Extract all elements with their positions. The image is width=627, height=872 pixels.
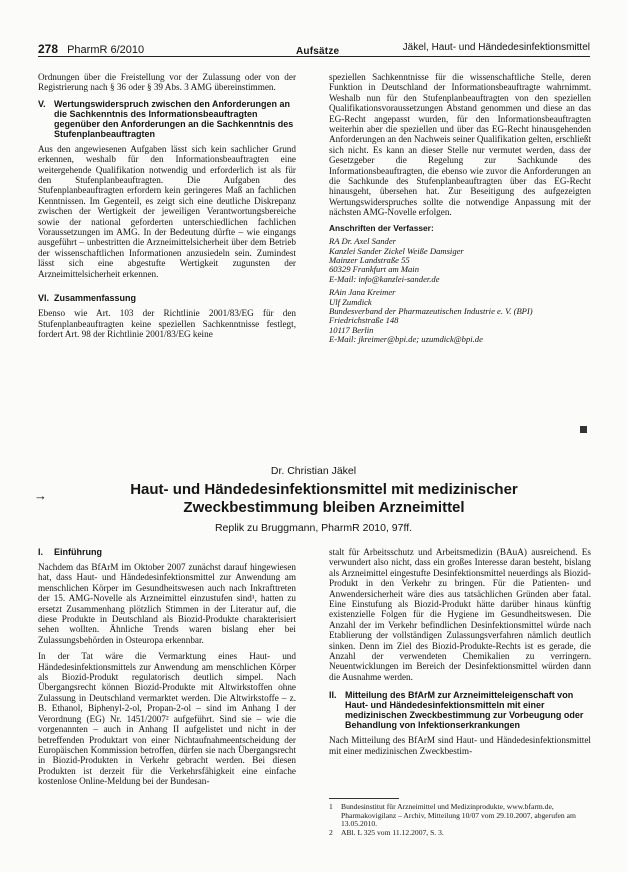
footnote-rule	[329, 798, 399, 799]
section-i-paragraph-1: Nachdem das BfArM im Oktober 2007 zunächst darauf hingewiesen hat, dass Haut- und Händedesinfektionsmittel zur Anwendung am menschlichen Körper im Gesundheitswesen auch nach Inkrafttreten der 15. AMG-Novelle als Arzneimittel einzustufen sind¹, hatten zu ersetzt Zusammenhang plötzlich Stimmen in der Literatur auf, die diese Produkte in Deutschland als Biozid-Produkte charakterisiert sehen wollten. Ähnliche Trends waren bislang eher bei Zulassungsbehörden in Osteuropa erkennbar.	[38, 562, 296, 645]
header-left	[38, 42, 144, 56]
section-v-heading	[38, 99, 296, 139]
section-vi-number: VI.	[38, 293, 50, 304]
page-header	[38, 42, 590, 62]
footnote	[329, 829, 591, 838]
author2-city: 10117 Berlin	[329, 324, 374, 335]
author2-email: E-Mail: jkreimer@bpi.de; uzumdick@bpi.de	[329, 334, 483, 345]
section-vi-paragraph: Ebenso wie Art. 103 der Richtlinie 2001/83/EG für den Stufenplanbeauftragten keine speziellen Sachkenntnisse festlegt, fordert Art. 98 der Richtlinie 2001/83/EG keine	[38, 308, 296, 339]
section-ii-paragraph: Nach Mitteilung des BfArM sind Haut- und Händedesinfektionsmittel mit einer medizinischen Zweckbestim-	[329, 735, 591, 756]
section-ii-number: II.	[329, 690, 337, 701]
footnote-number: 1	[329, 802, 333, 811]
bottom-left-column	[38, 547, 296, 793]
author1-street: Mainzer Landstraße 55	[329, 254, 410, 265]
author3-name: Ulf Zumdick	[329, 296, 372, 307]
article-author: Dr. Christian Jäkel	[270, 465, 357, 477]
author1-email: E-Mail: info@kanzlei-sander.de	[329, 273, 440, 284]
header-rule	[38, 56, 590, 57]
top-right-paragraph: speziellen Sachkenntnisse für die wissenschaftliche Stelle, deren Funktion in Deutschland der Informationsbeauftragte wahrnimmt. Weshalb nun für den Stufenplanbeauftragten von den speziellen Qualifikationsvoraussetzungen Abstand genommen und diese an das EG-Recht angepasst wurden, für den Informationsbeauftragten weiterhin aber die speziellen und über das EG-Recht hinausgehenden Anforderungen an den Nachweis seiner Qualifikation gelten, erschließt sich nicht. Es kann an dieser Stelle nur vermutet werden, dass der Gesetzgeber die Regelung zur Sachkunde des Informationsbeauftragten, die ebenso wie zuvor die Anforderungen an die Sachkunde des Stufenplanbeauftragten über das EG-Recht hinausgeht, übersehen hat. Zur Beseitigung des aufgezeigten Wertungswiderspruches sollte die notwendige Anpassung mit der nächsten AMG-Novelle erfolgen.	[329, 72, 591, 218]
intro-paragraph: Ordnungen über die Freistellung vor der Zulassung oder von der Registrierung nach § 36 oder § 39 Abs. 3 AMG übereinstimmen.	[38, 72, 296, 93]
author-addresses	[329, 224, 591, 345]
section-i-heading	[38, 547, 296, 557]
section-vi-title: Zusammenfassung	[54, 293, 137, 304]
section-i-title: Einführung	[54, 547, 102, 557]
section-v-paragraph: Aus den angewiesenen Aufgaben lässt sich kein sachlicher Grund erkennen, weshalb für den Informationsbeauftragten eine weitergehende Qualifikation notwendig und erforderlich ist als für den Stufenplanbeauftragten. Die Aufgaben des Stufenplanbeauftragten erfordern kein geringeres Maß an fachlichen Kenntnissen. Im Gegenteil, es zeigt sich eine deutliche Diskrepanz zwischen der Wertigkeit der jeweiligen Verantwortungsbereiche sowie der national geforderten unterschiedlichen fachlichen Voraussetzungen im AMG. In der Bedeutung dürfte – wie eingangs ausgeführt – unbestritten die Arzneimittelsicherheit über dem Betrieb der wissenschaftlichen Informationen anzusiedeln sein. Zumindest lässt sich eine abgestufte Wertigkeit zugunsten der Arzneimittelsicherheit erkennen.	[38, 143, 296, 279]
section-v-number: V.	[38, 98, 46, 109]
footnote-text: Bundesinstitut für Arzneimittel und Medizinprodukte, www.bfarm.de, Pharmakovigilanz – Archiv, Mitteilung 10/07 vom 29.10.2007, abgerufen am 13.05.2010.	[341, 802, 576, 829]
bottom-right-paragraph: stalt für Arbeitsschutz und Arbeitsmedizin (BAuA) ausreichend. Es verwundert also nicht, dass ein großes Interesse daran besteht, bislang als Arzneimittel eingestufte Desinfektionsmittel neuerdings als Biozid-Produkt in den Verkehr zu bringen. Für die Patienten- und Anwendersicherheit wäre dies aus tatsächlichen Gründen aber fatal. Eine Einstufung als Biozid-Produkt hätte darüber hinaus künftig existenzielle Folgen für die Hygiene im Gesundheitswesen. Die Anzahl der im Verkehr befindlichen Desinfektionsmittel würde nach Etablierung der vollständigen Zulassungsverfahren nämlich deutlich sinken. Denn im Ziel des Biozid-Produkte-Rechts ist es gerade, die Anzahl der verwendeten Chemikalien zu verringern. Neuentwicklungen im Bereich der Desinfektionsmittel würden dann die Ausnahme werden.	[329, 547, 591, 682]
section-label: Aufsätze	[296, 46, 340, 57]
article-end-mark	[580, 426, 587, 433]
top-left-column	[38, 72, 296, 345]
footnotes	[329, 803, 591, 837]
author1-city: 60329 Frankfurt am Main	[329, 264, 419, 275]
section-ii-heading	[329, 690, 591, 730]
running-title: Jäkel, Haut- und Händedesinfektionsmittel	[402, 42, 590, 53]
footnote	[329, 803, 591, 829]
bottom-right-column	[329, 547, 591, 762]
footnote-number: 2	[329, 827, 333, 837]
arrow-marker-icon: →	[34, 488, 47, 503]
author2-street: Friedrichstraße 148	[329, 315, 399, 326]
author2-name: RAin Jana Kreimer	[329, 287, 396, 298]
article-title: Haut- und Händedesinfektionsmittel mit medizinischer Zweckbestimmung bleiben Arzneimittel	[130, 481, 518, 516]
section-ii-title: Mitteilung des BfArM zur Arzneimitteleigenschaft von Haut- und Händedesinfektionsmitteln mit einer medizinischen Zweckbestimmung zur Vorbeugung oder Behandlung von Infektionserkrankungen	[345, 690, 584, 731]
journal-name: PharmR 6/2010	[67, 44, 145, 56]
page-number: 278	[38, 42, 59, 56]
authors-label: Anschriften der Verfasser:	[329, 222, 434, 233]
article-subtitle: Replik zu Bruggmann, PharmR 2010, 97ff.	[214, 522, 413, 534]
section-i-paragraph-2: In der Tat wäre die Vermarktung eines Haut- und Händedesinfektionsmittels zur Anwendung am menschlichen Körper als Biozid-Produkt regulatorisch deutlich simpel. Nach Übergangsrecht können Biozid-Produkte mit Altwirkstoffen ohne Zulassung in Deutschland vermarktet werden. Die Altwirkstoffe – z. B. Ethanol, Biphenyl-2-ol, Propan-2-ol – sind im Anhang I der Verordnung (EG) Nr. 1451/2007² aufgeführt. Sind sie – wie die vorgenannten – auch in Anhang II aufgelistet und nicht in der betreffenden Produktart von einer Nichtaufnahmeentscheidung der Europäischen Kommission betroffen, dürfen sie nach Übergangsrecht in Biozid-Produkten in Verkehr gebracht werden. Bei diesen Produkten ist derzeit für die Verkehrsfähigkeit eine einfache kostenlose Online-Meldung bei der Bundesan-	[38, 651, 296, 787]
section-v-title: Wertungswiderspruch zwischen den Anforderungen an die Sachkenntnis des Informationsbeauftragten gegenüber den Anforderungen an die Sachkenntnis des Stufenplanbeauftragten	[54, 98, 294, 139]
section-i-number: I.	[38, 547, 44, 557]
author1-name: RA Dr. Axel Sander	[329, 236, 396, 247]
author2-org: Bundesverband der Pharmazeutischen Industrie e. V. (BPI)	[329, 305, 533, 316]
section-vi-heading	[38, 293, 296, 303]
author1-firm: Kanzlei Sander Zickel Weiße Damsiger	[329, 245, 464, 256]
footnote-text: ABl. L 325 vom 11.12.2007, S. 3.	[341, 827, 444, 837]
top-right-column	[329, 72, 591, 345]
